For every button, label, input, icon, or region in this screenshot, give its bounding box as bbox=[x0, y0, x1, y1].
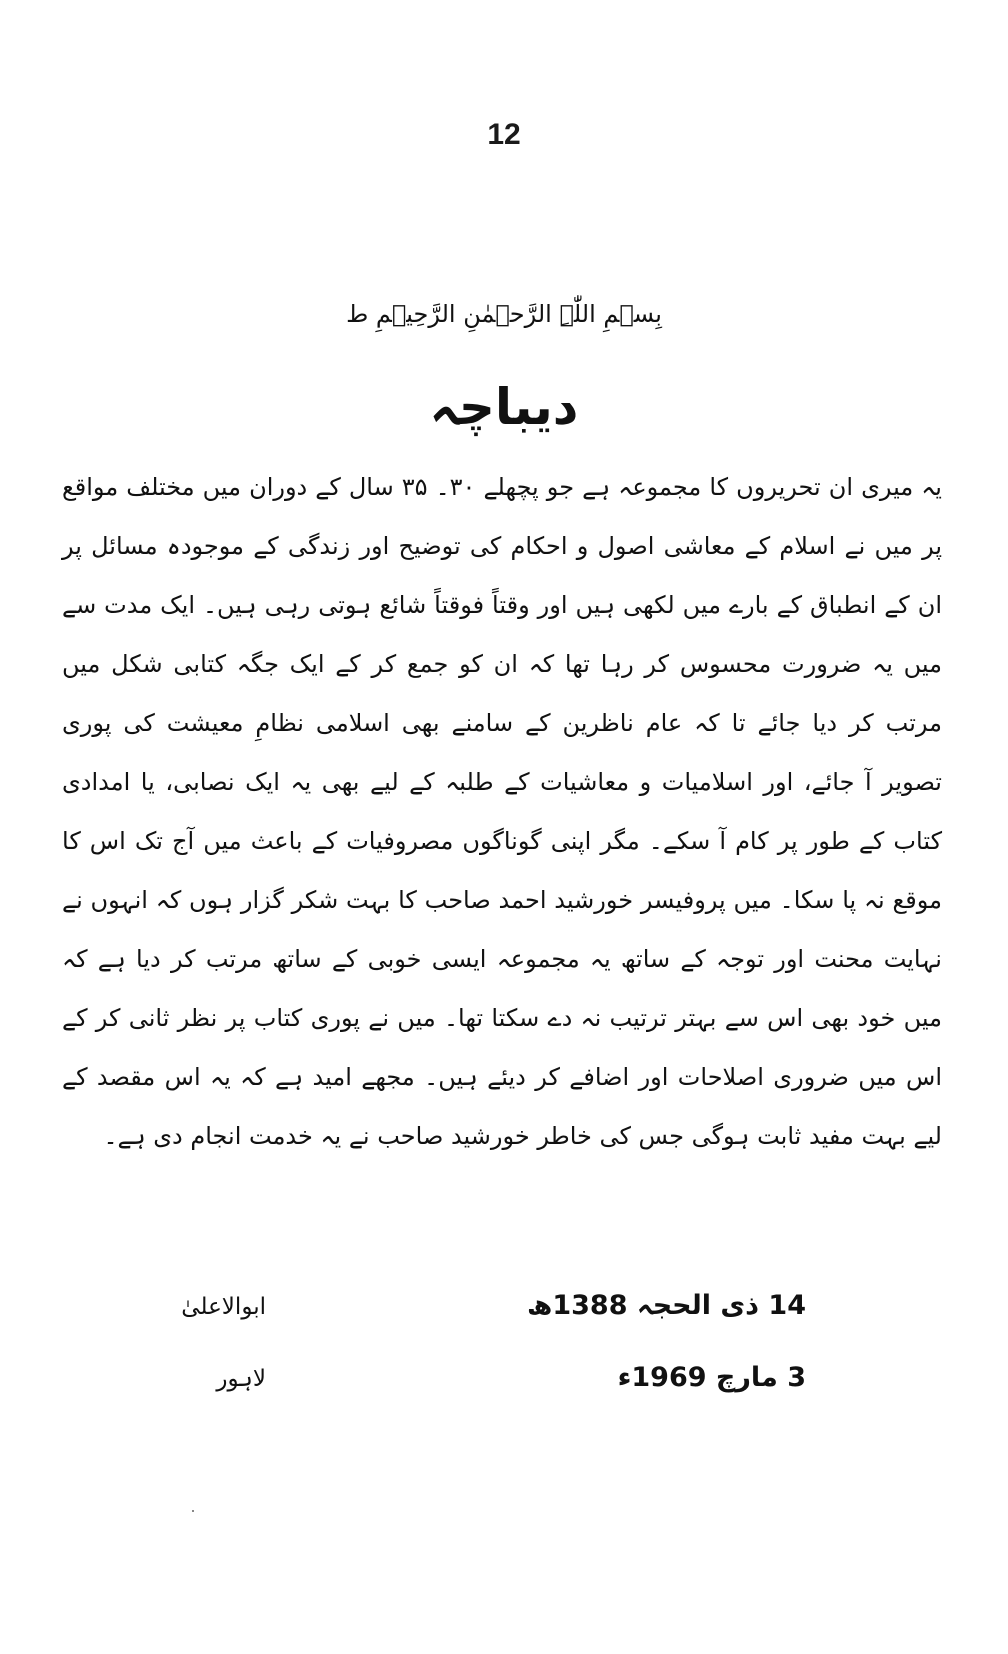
date-gregorian: 3 مارچ 1969ء bbox=[617, 1362, 806, 1393]
preface-paragraph: یہ میری ان تحریروں کا مجموعہ ہے جو پچھلے ۳۰۔ ۳۵ سال کے دوران میں مختلف مواقع پر میں نے اسلام کے معاشی اصول و احکام کی توضیح اور زندگی کے موجودہ مسائل پر ان کے انطباق کے بارے میں لکھی ہیں اور وقتاً فوقتاً شائع ہوتی رہی ہیں۔ ایک مدت سے میں یہ ضرورت محسوس کر رہا تھا کہ ان کو جمع کر کے ایک جگہ کتابی شکل میں مرتب کر دیا جائے تا کہ عام ناظرین کے سامنے بھی اسلامی نظامِ معیشت کی پوری تصویر آ جائے، اور اسلامیات و معاشیات کے طلبہ کے لیے بھی یہ ایک نصابی، یا امدادی کتاب کے طور پر کام آ سکے۔ مگر اپنی گوناگوں مصروفیات کے باعث میں آج تک اس کا موقع نہ پا سکا۔ میں پروفیسر خورشید احمد صاحب کا بہت شکر گزار ہوں کہ انہوں نے نہایت محنت اور توجہ کے ساتھ یہ مجموعہ ایسی خوبی کے ساتھ مرتب کر دیا ہے کہ میں خود بھی اس سے بہتر ترتیب نہ دے سکتا تھا۔ میں نے پوری کتاب پر نظر ثانی کر کے اس میں ضروری اصلاحات اور اضافے کر دیئے ہیں۔ مجھے امید ہے کہ یہ اس مقصد کے لیے بہت مفید ثابت ہوگی جس کی خاطر خورشید صاحب نے یہ خدمت انجام دی ہے۔ bbox=[62, 473, 942, 1150]
scan-speck bbox=[192, 1510, 194, 1512]
place-name: لاہور bbox=[216, 1366, 266, 1392]
page-number: 12 bbox=[487, 118, 521, 151]
page-heading: دیباچہ bbox=[429, 378, 579, 436]
date-hijri: 14 ذی الحجہ 1388ھ bbox=[527, 1290, 806, 1321]
author-signature: ابوالاعلیٰ bbox=[181, 1294, 266, 1320]
bismillah: بِسۡمِ اللّٰہِ الرَّحۡمٰنِ الرَّحِیۡمِ ط bbox=[346, 300, 662, 328]
